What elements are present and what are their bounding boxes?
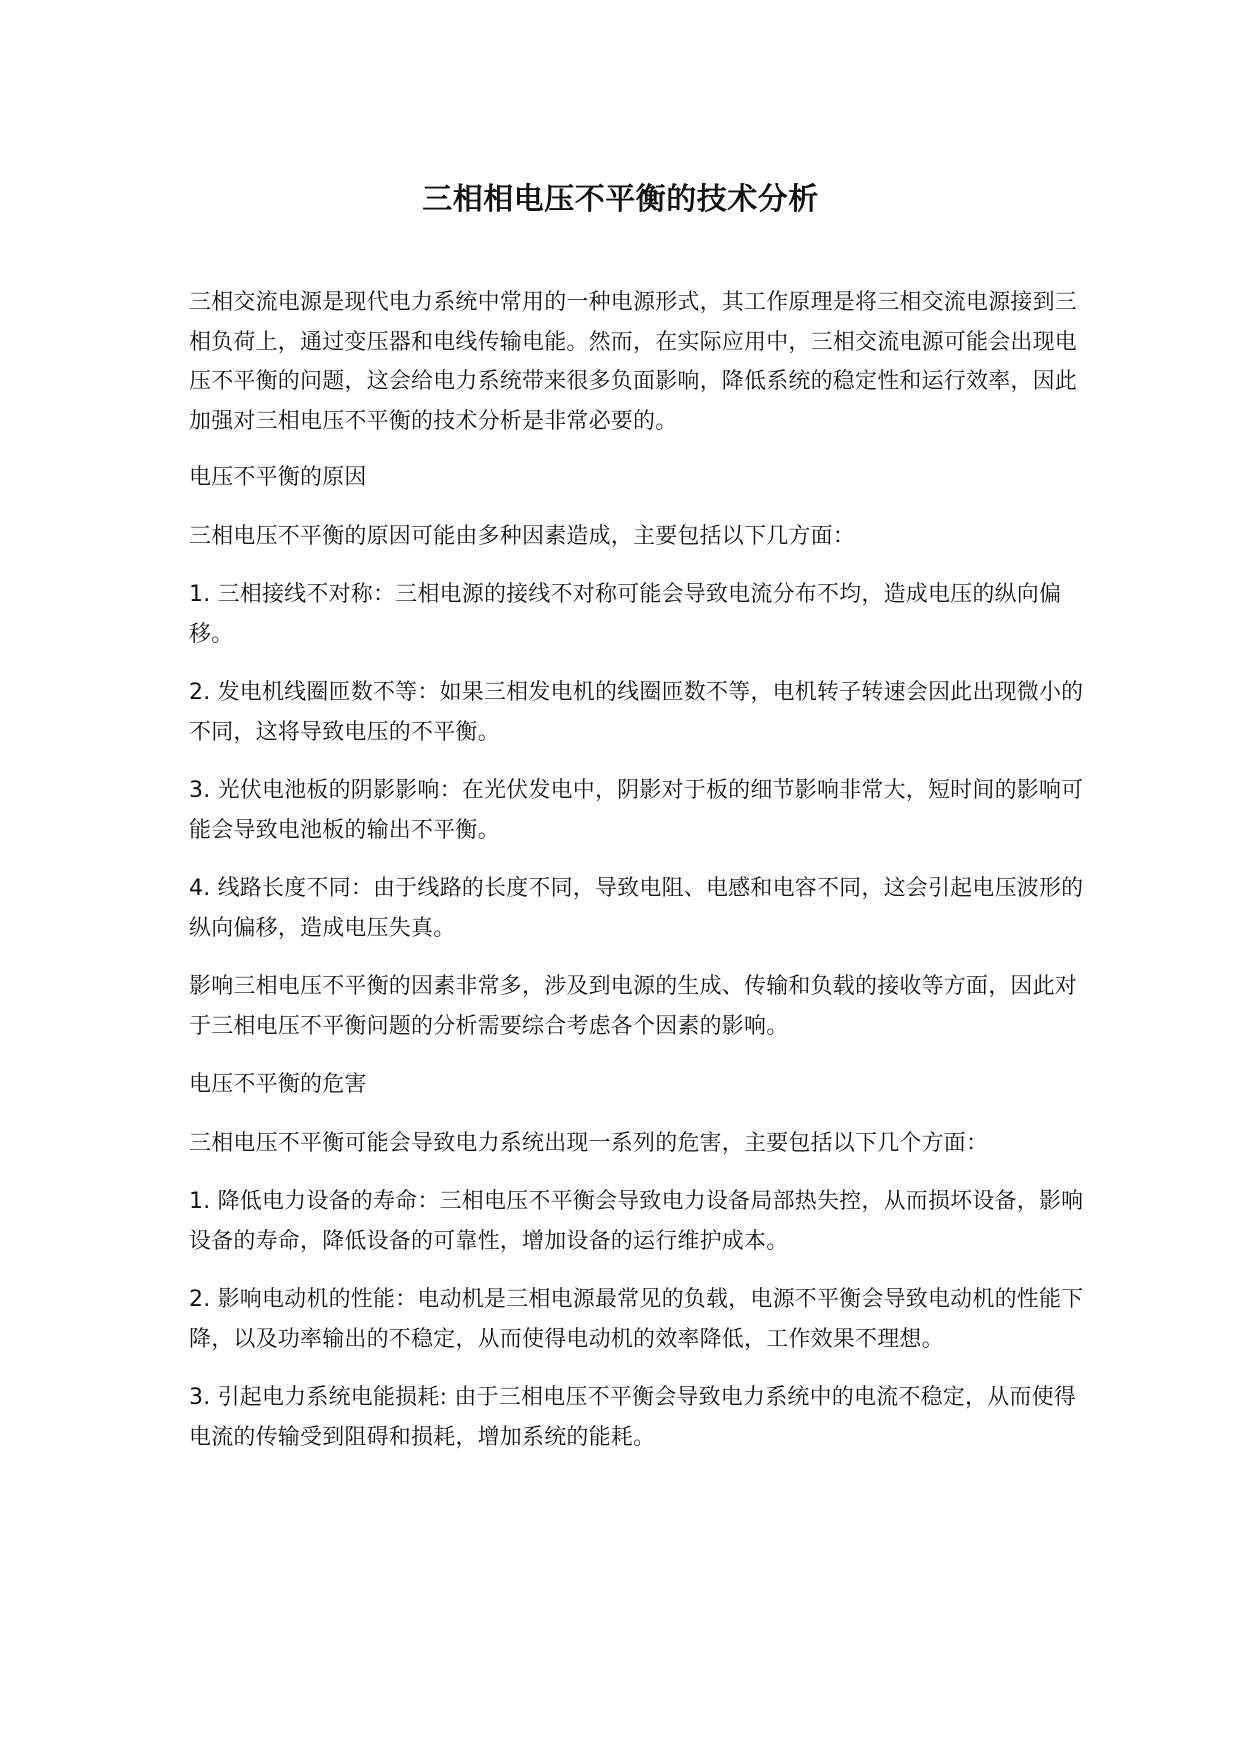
hazards-item-1: 1. 降低电力设备的寿命：三相电压不平衡会导致电力设备局部热失控，从而损坏设备，影响设备的寿命，降低设备的可靠性，增加设备的运行维护成本。 [189, 1189, 1084, 1254]
section-heading-hazards: 电压不平衡的危害 [189, 1072, 367, 1097]
hazards-item-2: 2. 影响电动机的性能：电动机是三相电源最常见的负载，电源不平衡会导致电动机的性能下降，以及功率输出的不稳定，从而使得电动机的效率降低，工作效果不理想。 [189, 1287, 1084, 1352]
document-title: 三相相电压不平衡的技术分析 [422, 182, 819, 217]
section-heading-causes: 电压不平衡的原因 [189, 465, 367, 490]
document-body [189, 283, 1089, 1476]
hazards-item-3: 3. 引起电力系统电能损耗: 由于三相电压不平衡会导致电力系统中的电流不稳定，从而使得电流的传输受到阻碍和损耗，增加系统的能耗。 [189, 1385, 1076, 1450]
causes-item-3: 3. 光伏电池板的阴影影响：在光伏发电中，阴影对于板的细节影响非常大，短时间的影响可能会导致电池板的输出不平衡。 [189, 778, 1084, 843]
causes-item-4: 4. 线路长度不同：由于线路的长度不同，导致电阻、电感和电容不同，这会引起电压波形的纵向偏移，造成电压失真。 [189, 876, 1084, 941]
causes-item-1: 1. 三相接线不对称：三相电源的接线不对称可能会导致电流分布不均，造成电压的纵向偏移。 [189, 582, 1062, 647]
causes-lead-paragraph: 三相电压不平衡的原因可能由多种因素造成，主要包括以下几方面： [189, 523, 856, 549]
intro-paragraph: 三相交流电源是现代电力系统中常用的一种电源形式，其工作原理是将三相交流电源接到三相负荷上，通过变压器和电线传输电能。然而，在实际应用中，三相交流电源可能会出现电压不平衡的问题，这会给电力系统带来很多负面影响，降低系统的稳定性和运行效率，因此加强对三相电压不平衡的技术分析是非常必要的。 [189, 290, 1078, 434]
causes-summary-paragraph: 影响三相电压不平衡的因素非常多，涉及到电源的生成、传输和负载的接收等方面，因此对于三相电压不平衡问题的分析需要综合考虑各个因素的影响。 [189, 974, 1078, 1039]
causes-item-2: 2. 发电机线圈匝数不等：如果三相发电机的线圈匝数不等，电机转子转速会因此出现微小的不同，这将导致电压的不平衡。 [189, 680, 1084, 745]
hazards-lead-paragraph: 三相电压不平衡可能会导致电力系统出现一系列的危害，主要包括以下几个方面： [189, 1130, 989, 1156]
